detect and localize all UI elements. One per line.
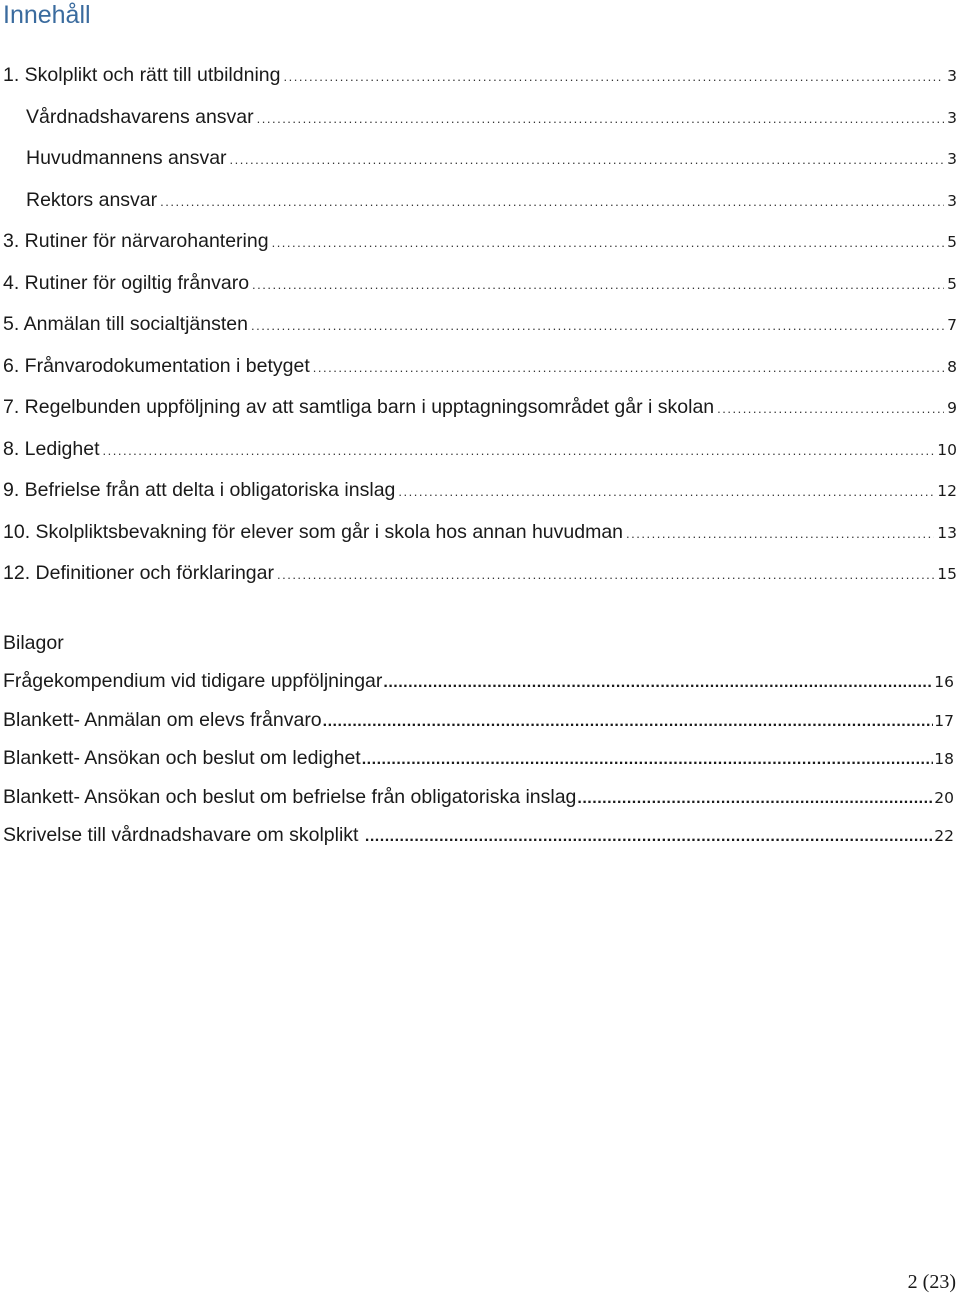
toc-entry[interactable] [3, 138, 957, 180]
toc-entry-label: Vårdnadshavarens ansvar [26, 105, 254, 128]
toc-entry[interactable] [3, 221, 957, 263]
appendix-entry-label: Skrivelse till vårdnadshavare om skolplikt [3, 824, 364, 846]
page-number: 2 (23) [907, 1271, 956, 1293]
toc-entry-page: 5 [947, 274, 957, 293]
dot-leader [272, 222, 945, 264]
toc-entry-label: 12. Definitioner och förklaringar [3, 562, 274, 584]
dot-leader [283, 56, 944, 98]
dot-leader [626, 513, 934, 555]
toc-entry[interactable] [3, 180, 957, 222]
toc-entry[interactable] [3, 429, 957, 471]
appendix-list [3, 662, 954, 855]
appendix-entry-label: Blankett- Anmälan om elevs frånvaro [3, 708, 322, 731]
appendix-entry-page: 17 [934, 711, 954, 730]
appendix-entry[interactable] [3, 701, 954, 740]
dot-leader [383, 664, 933, 703]
appendix-entry-page: 18 [934, 750, 954, 768]
dot-leader [251, 305, 944, 347]
page-title: Innehåll [3, 1, 91, 29]
toc-entry-page: 8 [947, 357, 957, 376]
appendix-entry-page: 20 [934, 788, 954, 807]
dot-leader [365, 818, 933, 857]
dot-leader [257, 98, 944, 140]
toc-entry-label: 1. Skolplikt och rätt till utbildning [3, 64, 281, 86]
dot-leader [717, 388, 944, 430]
dot-leader [323, 703, 934, 742]
appendix-entry-label: Blankett- Ansökan och beslut om ledighet [3, 747, 361, 769]
toc-entry-page: 3 [947, 191, 957, 210]
toc-entry-page: 15 [937, 565, 957, 583]
appendix-entry-page: 16 [934, 673, 954, 691]
toc-entry-label: 7. Regelbunden uppföljning av att samtliga barn i upptagningsområdet går i skolan [3, 396, 715, 418]
toc-entry-page: 3 [947, 108, 957, 127]
appendix-entry[interactable] [3, 739, 954, 778]
dot-leader [362, 741, 934, 780]
dot-leader [252, 264, 944, 306]
appendix-entry[interactable] [3, 662, 954, 701]
toc-entry-page: 7 [947, 316, 957, 334]
toc-entry-label: 5. Anmälan till socialtjänsten [3, 313, 248, 335]
dot-leader [277, 554, 934, 596]
dot-leader [230, 139, 945, 181]
toc-entry-label: 9. Befrielse från att delta i obligatoriska inslag [3, 479, 396, 501]
dot-leader [103, 430, 935, 472]
toc-entry-page: 12 [937, 482, 957, 500]
appendix-entry[interactable] [3, 778, 954, 817]
dot-leader [577, 780, 933, 819]
appendix-entry-label: Frågekompendium vid tidigare uppföljningar [3, 670, 383, 692]
toc-entry[interactable] [3, 55, 957, 97]
toc-entry[interactable] [3, 512, 957, 554]
toc-entry[interactable] [3, 304, 957, 346]
toc-entry-label: 10. Skolpliktsbevakning för elever som går i skola hos annan huvudman [3, 520, 624, 543]
appendix-entry-page: 22 [934, 827, 954, 845]
toc-entry[interactable] [3, 97, 957, 139]
toc-entry-page: 3 [947, 150, 957, 168]
toc-entry[interactable] [3, 553, 957, 595]
dot-leader [313, 347, 944, 389]
appendix-entry[interactable] [3, 816, 954, 855]
toc-entry-page: 9 [947, 399, 957, 417]
toc-entry-label: Rektors ansvar [26, 188, 158, 211]
toc-entry-label: 8. Ledighet [3, 437, 100, 460]
toc-entry-page: 10 [937, 440, 957, 459]
appendix-heading: Bilagor [3, 632, 64, 654]
toc-entry-label: 4. Rutiner för ogiltig frånvaro [3, 271, 250, 294]
dot-leader [398, 471, 934, 513]
appendix-entry-label: Blankett- Ansökan och beslut om befrielse från obligatoriska inslag [3, 785, 577, 808]
toc-entry-label: Huvudmannens ansvar [26, 147, 227, 169]
toc-entry-page: 3 [947, 67, 957, 85]
table-of-contents [3, 55, 957, 595]
toc-entry-label: 6. Frånvarodokumentation i betyget [3, 354, 310, 377]
toc-entry-page: 5 [947, 233, 957, 251]
toc-entry-label: 3. Rutiner för närvarohantering [3, 230, 269, 252]
toc-entry[interactable] [3, 387, 957, 429]
dot-leader [160, 181, 944, 223]
toc-entry[interactable] [3, 263, 957, 305]
toc-entry[interactable] [3, 470, 957, 512]
toc-entry-page: 13 [937, 523, 957, 542]
toc-entry[interactable] [3, 346, 957, 388]
